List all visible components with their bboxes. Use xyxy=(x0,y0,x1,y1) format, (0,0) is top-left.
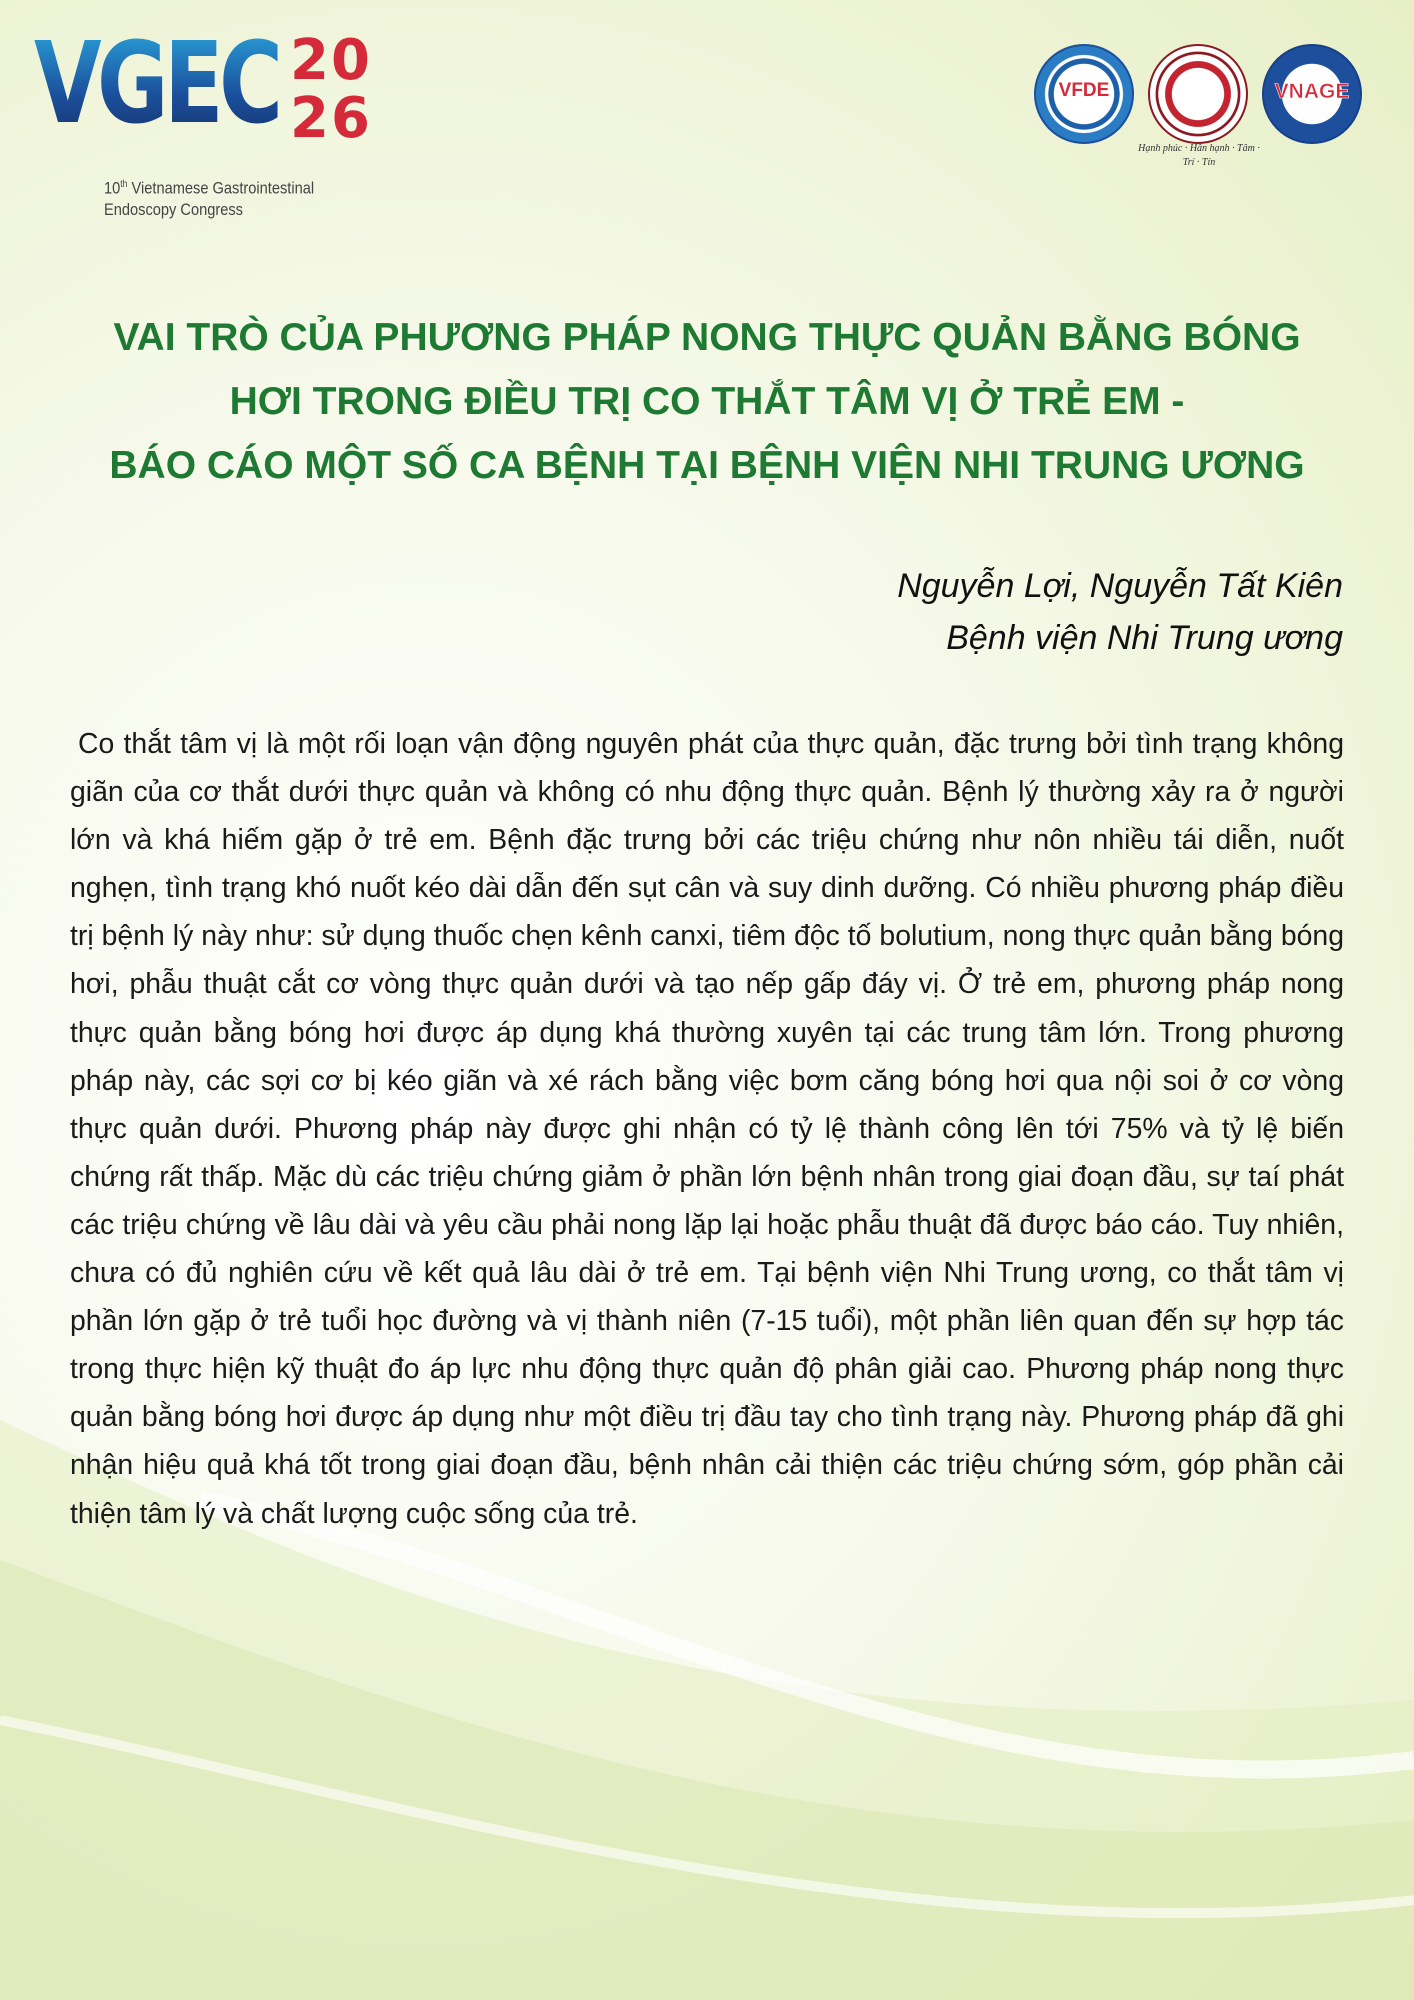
logo-subtitle-ordinal: 10 xyxy=(104,178,121,198)
vnage-emblem-icon: VNAGE xyxy=(1262,44,1362,144)
vgec-2026-logo xyxy=(34,19,414,228)
author-block xyxy=(897,560,1343,664)
logo-wordmark: VGEC xyxy=(34,19,279,149)
logo-subtitle-rest: Vietnamese Gastrointestinal xyxy=(127,178,315,198)
military-hospital-108-emblem-icon: 108 xyxy=(1148,44,1248,144)
abstract-body: Co thắt tâm vị là một rối loạn vận động nguyên phát của thực quản, đặc trưng bởi tình trạng không giãn của cơ thắt dưới thực quản và không có nhu động thực quản. Bệnh lý thường xảy ra ở người lớn và khá hiếm gặp ở trẻ em. Bệnh đặc trưng bởi các triệu chứng như nôn nhiều tái diễn, nuốt nghẹn, tình trạng khó nuốt kéo dài dẫn đến sụt cân và suy dinh dưỡng. Có nhiều phương pháp điều trị bệnh lý này như: sử dụng thuốc chẹn kênh canxi, tiêm độc tố bolutium, nong thực quản bằng bóng hơi, phẫu thuật cắt cơ vòng thực quản dưới và tạo nếp gấp đáy vị. Ở trẻ em, phương pháp nong thực quản bằng bóng hơi được áp dụng khá thường xuyên tại các trung tâm lớn. Trong phương pháp này, các sợi cơ bị kéo giãn và xé rách bằng việc bơm căng bóng hơi qua nội soi ở cơ vòng thực quản dưới. Phương pháp này được ghi nhận có tỷ lệ thành công lên tới 75% và tỷ lệ biến chứng rất thấp. Mặc dù các triệu chứng giảm ở phần lớn bệnh nhân trong giai đoạn đầu, sự taí phát các triệu chứng về lâu dài và yêu cầu phải nong lặp lại hoặc phẫu thuật đã được báo cáo. Tuy nhiên, chưa có đủ nghiên cứu về kết quả lâu dài ở trẻ em. Tại bệnh viện Nhi Trung ương, co thắt tâm vị phần lớn gặp ở trẻ tuổi học đường và vị thành niên (7-15 tuổi), một phần liên quan đến sự hợp tác trong thực hiện kỹ thuật đo áp lực nhu động thực quản độ phân giải cao. Phương pháp nong thực quản bằng bóng hơi được áp dụng như một điều trị đầu tay cho tình trạng này. Phương pháp đã ghi nhận hiệu quả khá tốt trong giai đoạn đầu, bệnh nhân cải thiện các triệu chứng sớm, góp phần cải thiện tâm lý và chất lượng cuộc sống của trẻ. xyxy=(70,728,1344,1530)
logo-year xyxy=(290,28,372,151)
title-line-2: HƠI TRONG ĐIỀU TRỊ CO THẮT TÂM VỊ Ở TRẺ EM - xyxy=(229,380,1185,423)
author-names: Nguyễn Lợi, Nguyễn Tất Kiên xyxy=(897,567,1343,605)
logo-year-line2: 26 xyxy=(290,86,372,151)
logo-subtitle-line2: Endoscopy Congress xyxy=(104,199,243,219)
partner-emblems xyxy=(1034,44,1364,174)
author-affiliation: Bệnh viện Nhi Trung ương xyxy=(946,619,1343,657)
abstract-title xyxy=(60,306,1354,498)
logo-subtitle xyxy=(104,174,314,220)
title-line-3: BÁO CÁO MỘT SỐ CA BỆNH TẠI BỆNH VIỆN NHI TRUNG ƯƠNG xyxy=(109,444,1305,487)
emblem-motto: Hạnh phúc · Hân hạnh · Tâm · Trí · Tín xyxy=(1138,143,1260,168)
logo-subtitle-sup: th xyxy=(120,179,128,190)
title-line-1: VAI TRÒ CỦA PHƯƠNG PHÁP NONG THỰC QUẢN BẰNG BÓNG xyxy=(113,316,1301,359)
vfde-emblem-icon: VFDE xyxy=(1034,44,1134,144)
logo-year-line1: 20 xyxy=(290,28,372,93)
